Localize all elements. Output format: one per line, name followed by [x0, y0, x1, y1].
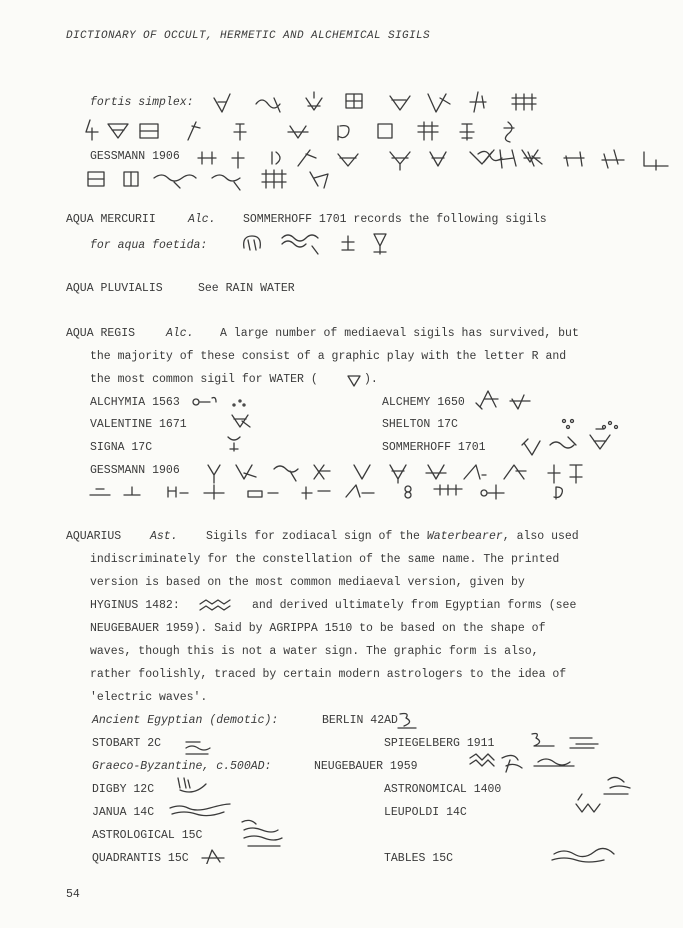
janua-label: JANUA 14C [92, 806, 155, 819]
digby-label: DIGBY 12C [92, 783, 155, 796]
shelton-label: SHELTON 17C [382, 418, 458, 431]
fortis-gessmann-label: GESSMANN 1906 [90, 150, 180, 163]
aqua-pluvialis-ref: See RAIN WATER [198, 282, 295, 295]
aquarius-line-3: version is based on the most common mediaeval version, given by [90, 576, 525, 589]
signa-label: SIGNA 17C [90, 441, 153, 454]
aquarius-line-4b: and derived ultimately from Egyptian forms (see [252, 599, 577, 612]
alchymia-label: ALCHYMIA 1563 [90, 396, 180, 409]
aqua-regis-term: AQUA REGIS [66, 327, 136, 340]
aquarius-line-8: 'electric waves'. [90, 691, 208, 704]
berlin-label: BERLIN 42AD [322, 714, 398, 727]
fortis-label: fortis simplex: [90, 96, 194, 109]
aqua-mercurii-abbr: Alc. [188, 213, 216, 226]
running-header: DICTIONARY OF OCCULT, HERMETIC AND ALCHEMICAL SIGILS [66, 30, 431, 42]
sommerhoff-label: SOMMERHOFF 1701 [382, 441, 486, 454]
aquarius-line-6: waves, though this is not a water sign. The graphic form is also, [90, 645, 539, 658]
leupoldi-label: LEUPOLDI 14C [384, 806, 467, 819]
aquarius-line-4a: HYGINUS 1482: [90, 599, 180, 612]
aqua-foetida-sigils [238, 228, 418, 258]
tables-label: TABLES 15C [384, 852, 454, 865]
waterbearer-text: Waterbearer [426, 530, 503, 543]
aqua-regis-sigils [84, 385, 644, 505]
neugebauer-label: NEUGEBAUER 1959 [314, 760, 418, 773]
valentine-label: VALENTINE 1671 [90, 418, 187, 431]
aqua-regis-line-3: the most common sigil for WATER ( [90, 373, 318, 386]
gessmann-row2-sigils [84, 164, 404, 194]
quadrantis-label: QUADRANTIS 15C [92, 852, 189, 865]
aquarius-line-2: indiscriminately for the constellation of the same name. The printed [90, 553, 560, 566]
aquarius-sigils [84, 704, 644, 864]
spiegelberg-label: SPIEGELBERG 1911 [384, 737, 495, 750]
aqua-regis-line-2: the majority of these consist of a graphic play with the letter R and [90, 350, 567, 363]
aquarius-line-1-a: Sigils for zodiacal sign of the [206, 530, 420, 543]
aquarius-line-7: rather foolishly, traced by certain modern astrologers to the idea of [90, 668, 567, 681]
egyptian-label: Ancient Egyptian (demotic): [92, 714, 279, 727]
aquarius-line-1 [206, 530, 579, 543]
aqua-regis-abbr: Alc. [166, 327, 194, 340]
aqua-regis-line-3-end: ). [364, 373, 378, 386]
astrological-label: ASTROLOGICAL 15C [92, 829, 203, 842]
aquarius-line-5: NEUGEBAUER 1959). Said by AGRIPPA 1510 to be based on the shape of [90, 622, 546, 635]
aqua-regis-gessmann-label: GESSMANN 1906 [90, 464, 180, 477]
aquarius-abbr: Ast. [150, 530, 178, 543]
aqua-pluvialis-term: AQUA PLUVIALIS [66, 282, 163, 295]
aquarius-term: AQUARIUS [66, 530, 122, 543]
aquarius-line-1-b: , also used [502, 530, 579, 543]
page-number: 54 [66, 888, 80, 901]
aqua-regis-line-1: A large number of mediaeval sigils has survived, but [220, 327, 579, 340]
aquarius-wave-icon [198, 598, 238, 614]
aqua-mercurii-text-1: SOMMERHOFF 1701 records the following sigils [243, 213, 547, 226]
aqua-mercurii-text-2: for aqua foetida: [90, 239, 208, 252]
astronomical-label: ASTRONOMICAL 1400 [384, 783, 502, 796]
stobart-label: STOBART 2C [92, 737, 162, 750]
alchemy-label: ALCHEMY 1650 [382, 396, 465, 409]
graeco-label: Graeco-Byzantine, c.500AD: [92, 760, 272, 773]
aqua-mercurii-term: AQUA MERCURII [66, 213, 156, 226]
